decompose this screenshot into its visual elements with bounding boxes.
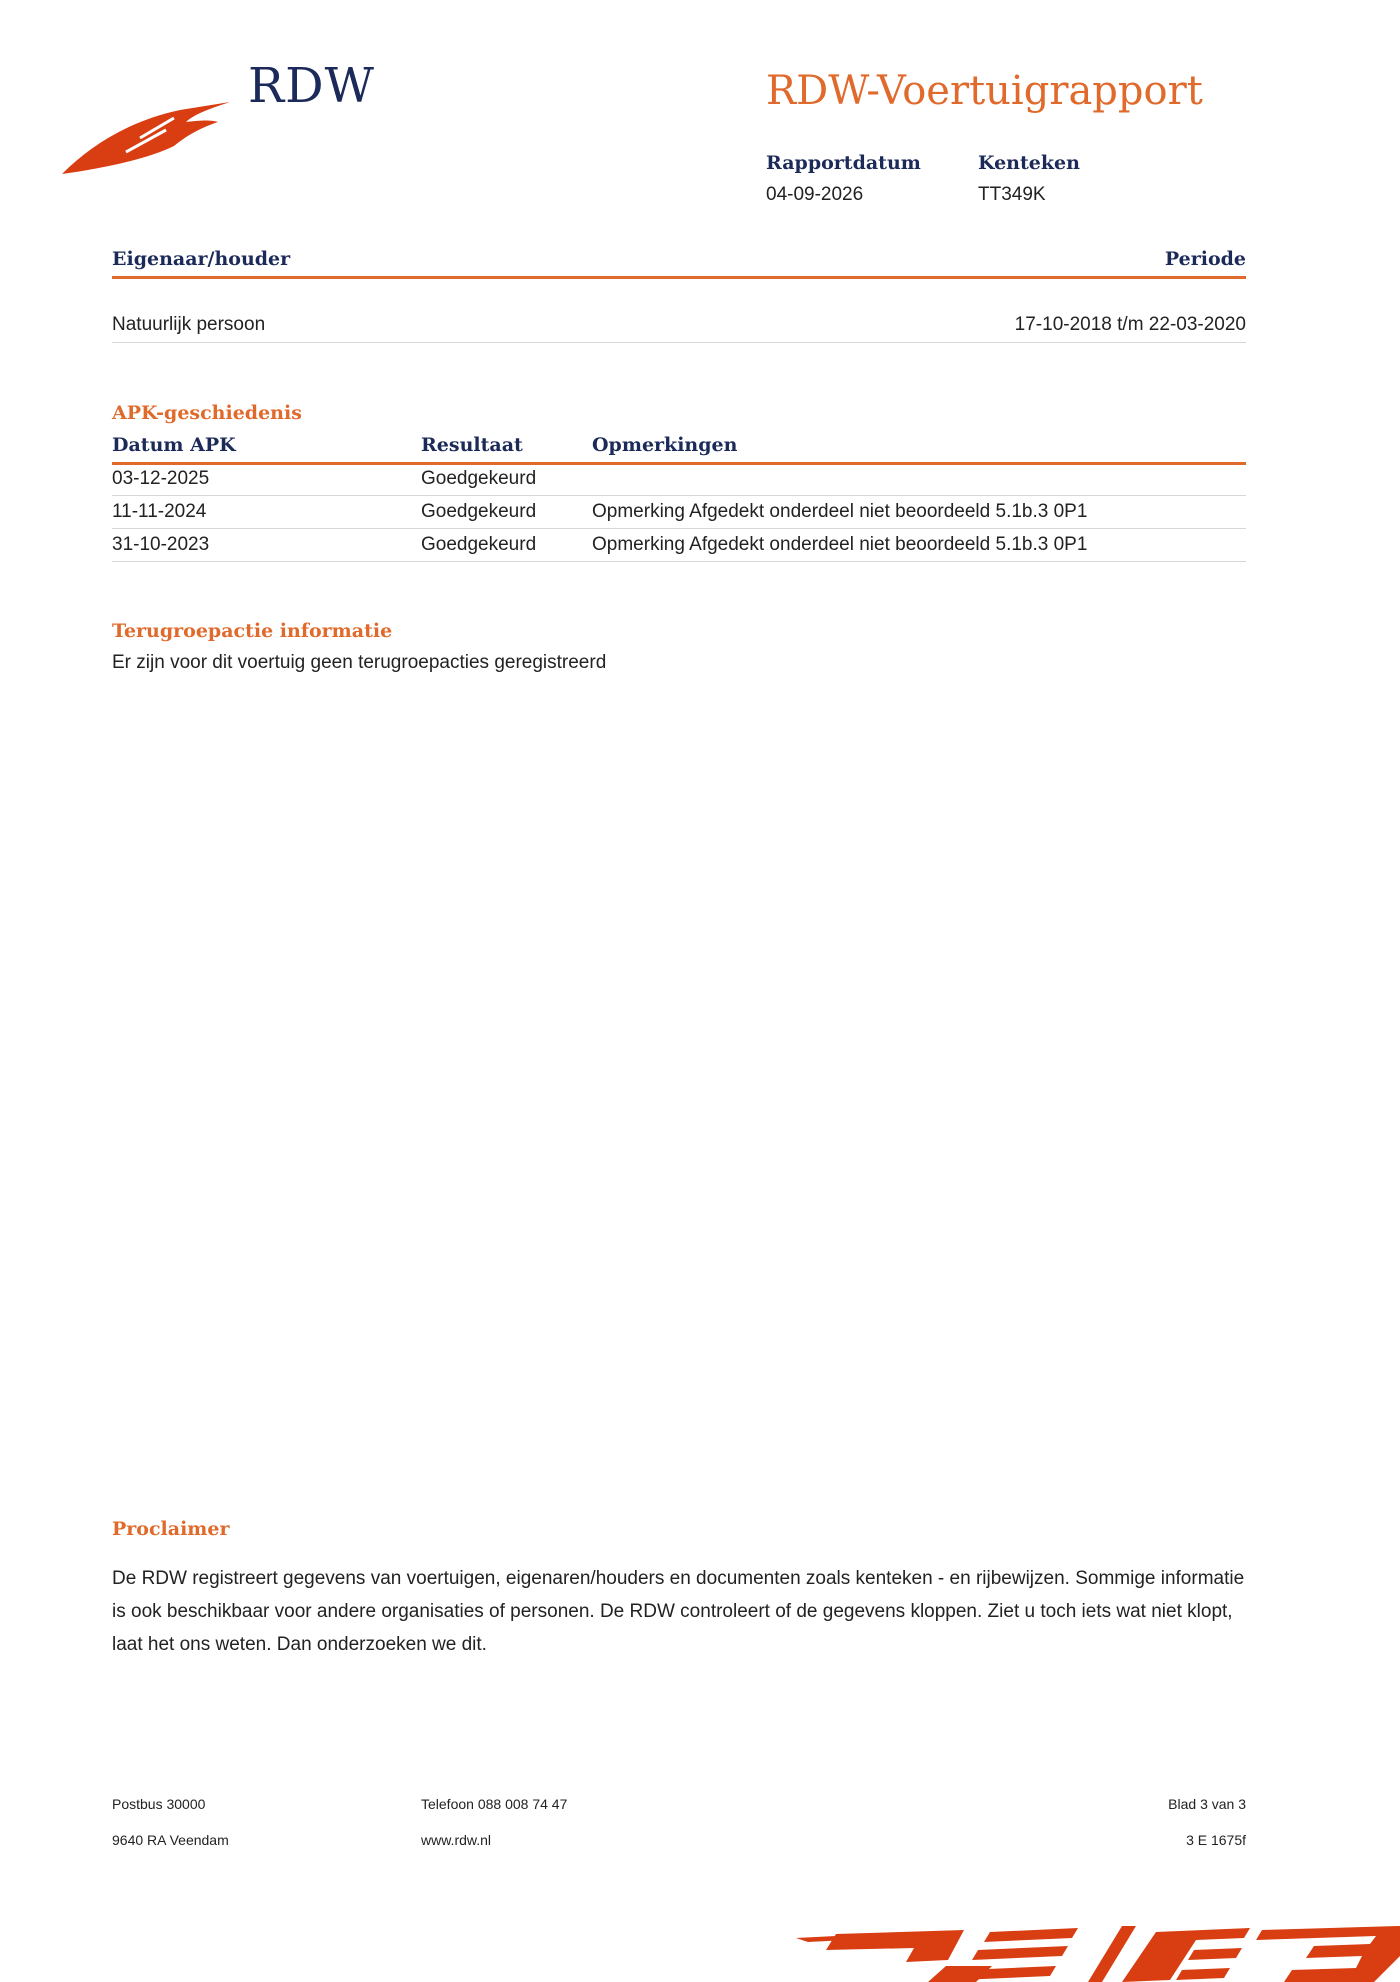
apk-header-rule bbox=[112, 462, 1246, 465]
apk-remarks-header: Opmerkingen bbox=[592, 434, 738, 456]
footer-phone: Telefoon 088 008 74 47 bbox=[421, 1796, 568, 1812]
apk-result-header: Resultaat bbox=[421, 434, 523, 456]
recall-section-title: Terugroepactie informatie bbox=[112, 620, 393, 642]
period-value: 17-10-2018 t/m 22-03-2020 bbox=[1014, 314, 1246, 335]
plate-label: Kenteken bbox=[978, 152, 1080, 174]
apk-row-rule bbox=[112, 561, 1246, 562]
rdw-wing-logo-icon bbox=[62, 92, 232, 176]
apk-row-remarks: Opmerking Afgedekt onderdeel niet beoordeeld 5.1b.3 0P1 bbox=[592, 501, 1088, 522]
apk-row-result: Goedgekeurd bbox=[421, 468, 537, 489]
apk-row-result: Goedgekeurd bbox=[421, 501, 537, 522]
apk-row-rule bbox=[112, 495, 1246, 496]
owner-column-header: Eigenaar/houder bbox=[112, 248, 291, 270]
report-date-label: Rapportdatum bbox=[766, 152, 921, 174]
proclaimer-text: De RDW registreert gegevens van voertuigen, eigenaren/houders en documenten zoals kenteken - en rijbewijzen. Sommige informatie is ook beschikbaar voor andere organisaties of personen. De RDW controleert of de gegevens kloppen. Ziet u toch iets wat niet klopt, laat het ons weten. Dan onderzoeken we dit. bbox=[112, 1568, 1245, 1655]
apk-date-header: Datum APK bbox=[112, 434, 236, 456]
report-title: RDW-Voertuigrapport bbox=[766, 68, 1203, 114]
apk-row-date: 11-11-2024 bbox=[112, 501, 207, 522]
report-date-value: 04-09-2026 bbox=[766, 184, 864, 205]
footer-address-line1: Postbus 30000 bbox=[112, 1796, 206, 1812]
apk-section-title: APK-geschiedenis bbox=[112, 402, 302, 424]
apk-row-date: 31-10-2023 bbox=[112, 534, 210, 555]
rdw-stripes-graphic bbox=[796, 1926, 1400, 1982]
footer-document-code: 3 E 1675f bbox=[1186, 1832, 1246, 1848]
apk-row-date: 03-12-2025 bbox=[112, 468, 210, 489]
footer-page-number: Blad 3 van 3 bbox=[1168, 1796, 1246, 1812]
footer-website-link[interactable]: www.rdw.nl bbox=[421, 1832, 492, 1848]
footer-address-line2: 9640 RA Veendam bbox=[112, 1832, 229, 1848]
proclaimer-title: Proclaimer bbox=[112, 1518, 230, 1540]
owner-row-rule bbox=[112, 342, 1246, 343]
logo-text: RDW bbox=[248, 58, 375, 114]
period-column-header: Periode bbox=[1164, 248, 1246, 270]
owner-header-rule bbox=[112, 276, 1246, 279]
recall-text: Er zijn voor dit voertuig geen terugroepacties geregistreerd bbox=[112, 652, 607, 673]
apk-row-rule bbox=[112, 528, 1246, 529]
apk-row-remarks: Opmerking Afgedekt onderdeel niet beoordeeld 5.1b.3 0P1 bbox=[592, 534, 1088, 555]
plate-value: TT349K bbox=[978, 184, 1046, 205]
owner-value: Natuurlijk persoon bbox=[112, 314, 266, 335]
apk-row-result: Goedgekeurd bbox=[421, 534, 537, 555]
